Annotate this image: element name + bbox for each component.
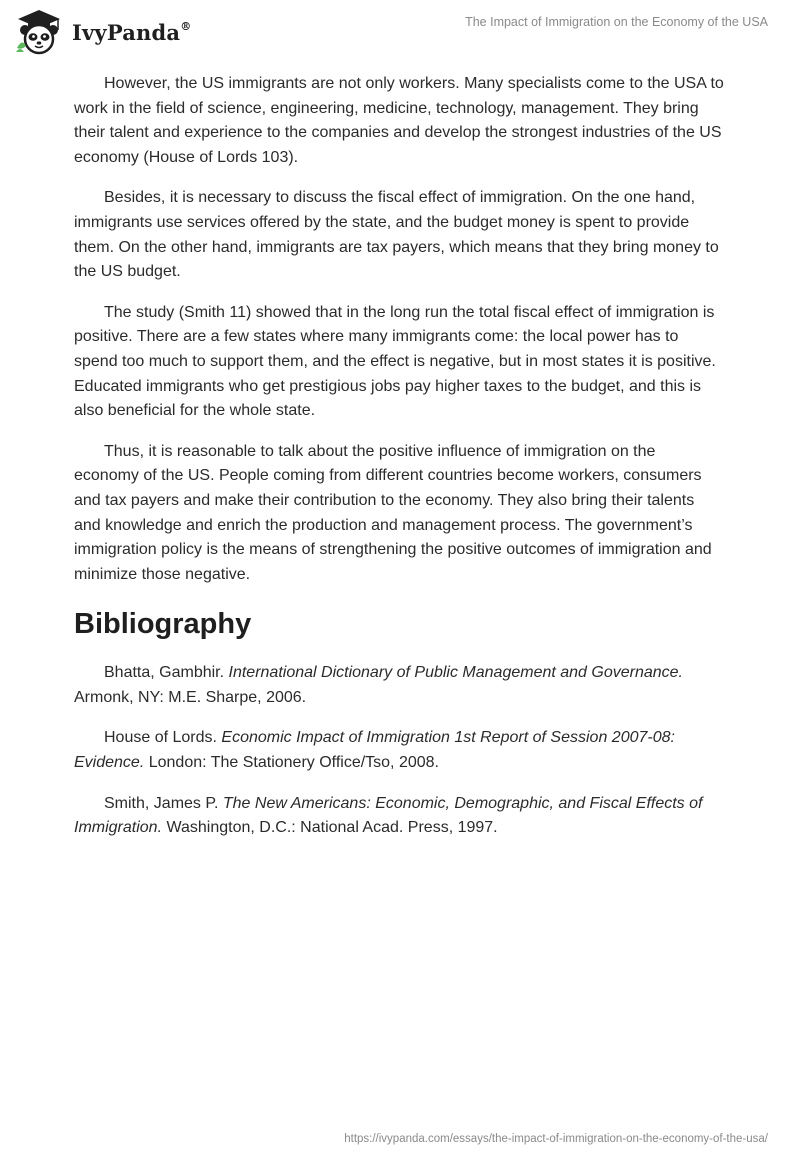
reference-title: The New Americans: Economic, Demographic, and Fiscal Effects of Immigration. <box>74 794 703 837</box>
ivypanda-logo[interactable] <box>14 8 191 56</box>
reference-author: House of Lords. <box>104 729 217 747</box>
reference-publisher: Armonk, NY: M.E. Sharpe, 2006. <box>74 688 307 706</box>
source-url-link[interactable]: https://ivypanda.com/essays/the-impact-of-immigration-on-the-economy-of-the-usa/ <box>344 1133 768 1145</box>
page-header <box>0 0 800 60</box>
reference-entry <box>74 792 724 841</box>
body-paragraph: However, the US immigrants are not only workers. Many specialists come to the USA to work in the field of science, engineering, medicine, technology, management. They bring their talent and experience to the companies and develop the strongest industries of the US economy (House of Lords 103). <box>74 75 724 166</box>
reference-title: International Dictionary of Public Management and Governance. <box>228 664 683 682</box>
body-paragraph: Thus, it is reasonable to talk about the positive influence of immigration on the economy of the US. People coming from different countries become workers, consumers and tax payers and make their contribution to the economy. They also bring their talents and knowledge and enrich the production and management process. The government’s immigration policy is the means of strengthening the positive outcomes of immigration and minimize those negative. <box>74 442 712 583</box>
body-paragraph: The study (Smith 11) showed that in the long run the total fiscal effect of immigration is positive. There are a few states where many immigrants come: the local power has to spend too much to support them, and the effect is negative, but in most states it is positive. Educated immigrants who get prestigious jobs pay higher taxes to the budget, and this is also beneficial for the whole state. <box>74 303 716 420</box>
reference-author: Smith, James P. <box>104 794 219 812</box>
reference-author: Bhatta, Gambhir. <box>104 664 225 682</box>
body-paragraph: Besides, it is necessary to discuss the fiscal effect of immigration. On the one hand, immigrants use services offered by the state, and the budget money is spent to provide them. On the other hand, immigrants are tax payers, which means that they bring money to the US budget. <box>74 189 719 281</box>
brand-name: IvyPanda® <box>72 19 192 45</box>
document-title: The Impact of Immigration on the Economy of the USA <box>465 15 768 29</box>
reference-title: Economic Impact of Immigration 1st Report of Session 2007-08: Evidence. <box>74 729 675 772</box>
reference-publisher: Washington, D.C.: National Acad. Press, 1997. <box>166 819 498 837</box>
essay-content <box>74 72 724 857</box>
reference-entry <box>74 661 724 710</box>
reference-entry <box>74 726 724 775</box>
reference-publisher: London: The Stationery Office/Tso, 2008. <box>148 754 439 772</box>
panda-graduate-icon <box>14 8 64 56</box>
bibliography-heading: Bibliography <box>74 608 252 641</box>
